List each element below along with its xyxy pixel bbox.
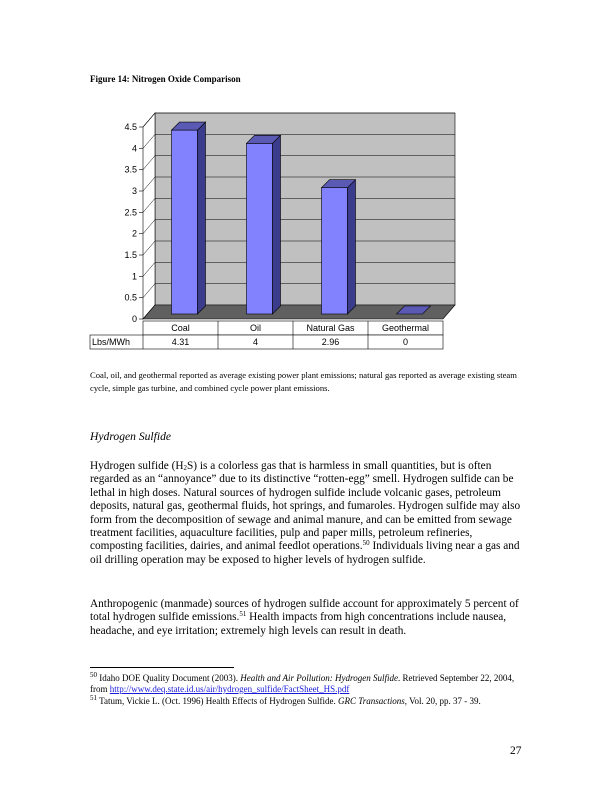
table-row-label: Lbs/MWh [92,337,131,347]
bar-front [172,130,198,314]
footnote-50-link[interactable]: http://www.deq.state.id.us/air/hydrogen_sulfide/FactSheet_HS.pdf [109,684,350,694]
bar-side [198,122,206,314]
category-label: Oil [250,323,261,333]
nox-bar-chart [88,112,468,357]
category-label: Natural Gas [306,323,355,333]
footnote-ref-51: 51 [239,610,247,619]
data-value-label: 4.31 [171,337,190,347]
figure-caption: Coal, oil, and geothermal reported as average existing power plant emissions; natural gas reported as average existing steam cycle, simple gas turbine, and combined cycle power plant emissions. [90,370,517,393]
y-tick-label: 0.5 [124,292,137,303]
bar-front [247,143,273,314]
footnote-51: $^{51}$ Tatum, Vickie L. (Oct. 1996) Health Effects of Hydrogen Sulfide. GRC Transactions, Vol. 20, pp. 37 - 39. [90,694,481,706]
bar-front [322,188,348,314]
chart-side-wall [143,113,155,319]
y-tick-label: 2 [131,228,137,239]
data-value-label: 0 [402,337,409,347]
footnote-separator [90,667,234,668]
footnote-ref-50: 50 [362,539,370,548]
y-tick-label: 4 [131,143,137,154]
paragraph-1: Hydrogen sulfide $(H_2S)$ is a colorless gas that is harmless in small quantities, but is often regarded as an “annoyance” due to its distinctive “rotten-egg” smell. Hydrogen sulfide can be lethal in high doses. Natural sources of hydrogen sulfide include volcanic gases, petroleum deposits, natural gas, geothermal fluids, hot springs, and fumaroles. Hydrogen sulfide may also form from the decomposition of sewage and animal manure, and can be emitted from sewage treatment facilities, aquaculture facilities, pulp and paper mills, petroleum refineries, composting facilities, dairies, and animal feedlot operations.$^{50}$ Individuals living near a gas and oil drilling operation may be exposed to higher levels of hydrogen sulfide. [90,460,521,566]
y-tick-label: 3.5 [124,164,137,175]
data-value-label: 2.96 [321,337,340,347]
category-label: Geothermal [381,323,430,333]
y-tick-label: 0 [131,314,137,324]
bar-side [273,135,281,314]
y-tick-label: 3 [131,186,137,196]
figure-title: Figure 14: Nitrogen Oxide Comparison [90,74,241,84]
footnote-50: $^{50}$ Idaho DOE Quality Document (2003). Health and Air Pollution: Hydrogen Sulfide. Retrieved September 22, 2004, from http://www.deq.state.id.us/air/hydrogen_sulfide/FactSheet_HS.pdf [90,671,515,694]
category-label: Coal [171,323,190,333]
y-tick-label: 2.5 [124,207,137,218]
y-tick-label: 1.5 [124,250,137,260]
section-heading: Hydrogen Sulfide [90,430,172,443]
y-tick-label: 4.5 [124,122,137,132]
data-value-label: 4 [252,337,259,347]
y-tick-label: 1 [131,271,137,282]
bar-side [348,180,356,314]
paragraph-2: Anthropogenic (manmade) sources of hydrogen sulfide account for approximately 5 percent of total hydrogen sulfide emissions.$^{51}$ Health impacts from high concentrations include nausea, headache, and eye irritation; extremely high levels can result in death. [90,598,519,637]
page-number: 27 [510,745,522,757]
